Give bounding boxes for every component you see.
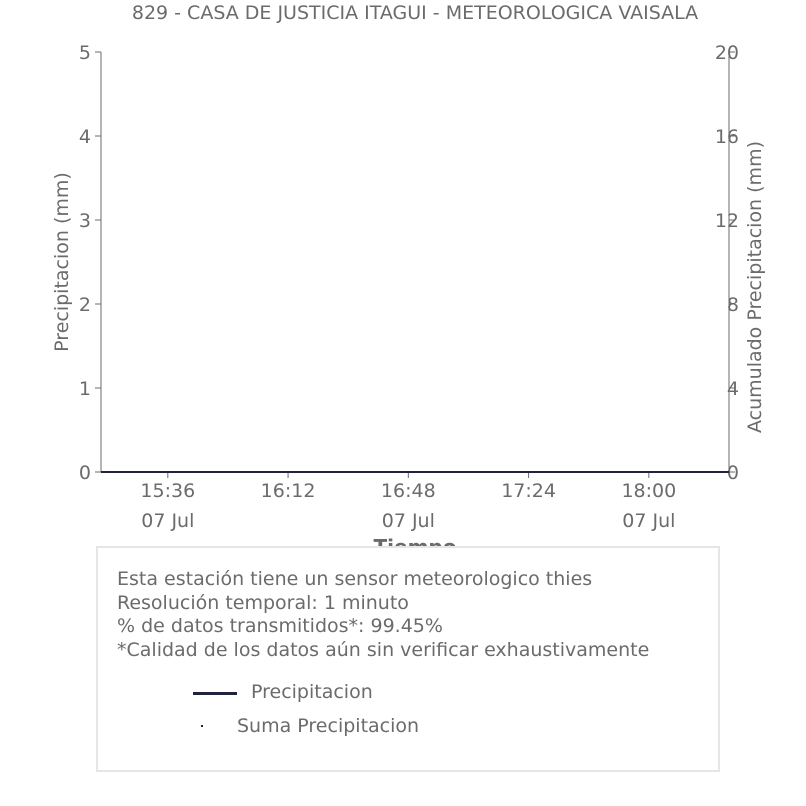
legend-label-precipitacion: Precipitacion: [251, 681, 373, 703]
x-tick-label-date: 07 Jul: [381, 510, 435, 532]
x-tick-label-time: 16:12: [260, 480, 316, 502]
y-tick-label: 0: [78, 462, 91, 484]
y-tick-label: 1: [78, 378, 91, 400]
y2-tick-label: 0: [726, 462, 739, 484]
y2-tick-label: 20: [714, 42, 739, 64]
legend-dot-marker: [201, 725, 203, 727]
y-tick-label: 3: [78, 210, 91, 232]
y2-tick-label: 12: [714, 210, 739, 232]
x-tick-label-time: 15:36: [140, 480, 196, 502]
y2-tick-label: 16: [714, 126, 739, 148]
y-axis-label: Precipitacion (mm): [51, 172, 73, 352]
station-info-text: [117, 568, 649, 662]
x-tick-label-date: 07 Jul: [622, 510, 676, 532]
y-tick-label: 4: [78, 126, 91, 148]
info-line-transmitted: % de datos transmitidos*: 99.45%: [117, 615, 443, 637]
legend-line-marker: [193, 692, 237, 695]
station-info-box: [96, 546, 720, 772]
info-line-resolution: Resolución temporal: 1 minuto: [117, 591, 409, 614]
x-tick-label-time: 18:00: [621, 480, 677, 502]
y-tick-label: 5: [78, 42, 91, 64]
y2-tick-label: 4: [726, 378, 739, 400]
x-tick-label-time: 16:48: [380, 480, 436, 502]
y2-axis-label: Acumulado Precipitacion (mm): [744, 141, 766, 433]
y2-tick-label: 8: [726, 294, 739, 316]
chart-title: 829 - CASA DE JUSTICIA ITAGUI - METEOROLOGICA VAISALA: [131, 2, 699, 24]
x-tick-label-time: 17:24: [501, 480, 556, 502]
y-tick-label: 2: [78, 294, 91, 316]
legend-label-suma: Suma Precipitacion: [237, 715, 420, 737]
info-line-sensor: Esta estación tiene un sensor meteorologico thies: [117, 568, 593, 590]
x-tick-label-date: 07 Jul: [141, 510, 195, 532]
info-line-quality: *Calidad de los datos aún sin verificar exhaustivamente: [117, 638, 650, 661]
